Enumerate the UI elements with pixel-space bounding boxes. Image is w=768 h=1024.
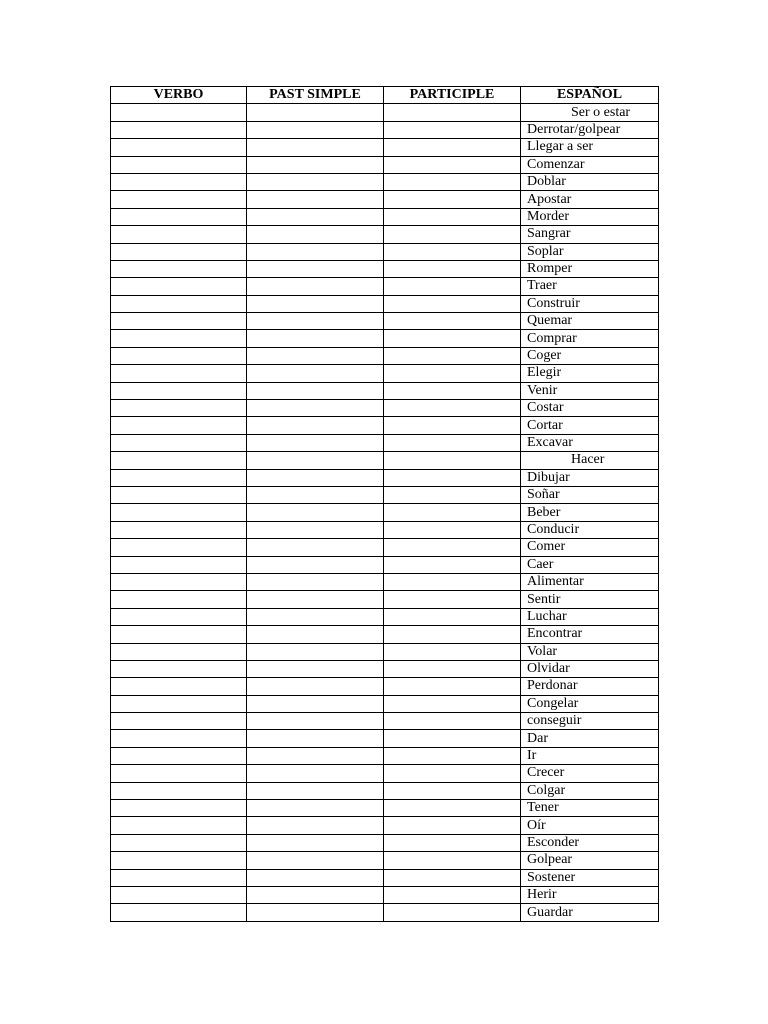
participle-cell[interactable]: [384, 643, 521, 660]
espanol-cell: Llegar a ser: [521, 139, 659, 156]
espanol-cell: Sangrar: [521, 226, 659, 243]
participle-cell[interactable]: [384, 173, 521, 190]
verbo-cell[interactable]: [111, 817, 247, 834]
past-simple-cell[interactable]: [247, 747, 384, 764]
participle-cell[interactable]: [384, 852, 521, 869]
espanol-cell: Encontrar: [521, 626, 659, 643]
espanol-cell: Quemar: [521, 313, 659, 330]
verbo-cell[interactable]: [111, 469, 247, 486]
verbo-cell[interactable]: [111, 226, 247, 243]
table-row: [111, 869, 659, 886]
participle-cell[interactable]: [384, 713, 521, 730]
espanol-cell: Crecer: [521, 765, 659, 782]
past-simple-cell[interactable]: [247, 173, 384, 190]
past-simple-cell[interactable]: [247, 486, 384, 503]
verbo-cell[interactable]: [111, 730, 247, 747]
table-row: [111, 469, 659, 486]
participle-cell[interactable]: [384, 869, 521, 886]
past-simple-cell[interactable]: [247, 660, 384, 677]
table-row: [111, 556, 659, 573]
espanol-cell: Apostar: [521, 191, 659, 208]
table-row: [111, 382, 659, 399]
past-simple-cell[interactable]: [247, 400, 384, 417]
espanol-cell: Sentir: [521, 591, 659, 608]
espanol-cell: Herir: [521, 886, 659, 903]
past-simple-cell[interactable]: [247, 243, 384, 260]
past-simple-cell[interactable]: [247, 886, 384, 903]
espanol-cell: Excavar: [521, 434, 659, 451]
participle-cell[interactable]: [384, 504, 521, 521]
verbo-cell[interactable]: [111, 765, 247, 782]
espanol-cell: Elegir: [521, 365, 659, 382]
participle-cell[interactable]: [384, 834, 521, 851]
table-row: [111, 695, 659, 712]
past-simple-cell[interactable]: [247, 678, 384, 695]
past-simple-cell[interactable]: [247, 226, 384, 243]
espanol-cell: Coger: [521, 347, 659, 364]
participle-cell[interactable]: [384, 139, 521, 156]
verbo-cell[interactable]: [111, 608, 247, 625]
past-simple-cell[interactable]: [247, 504, 384, 521]
verbo-cell[interactable]: [111, 278, 247, 295]
past-simple-cell[interactable]: [247, 556, 384, 573]
verbo-cell[interactable]: [111, 643, 247, 660]
verbo-cell[interactable]: [111, 139, 247, 156]
espanol-cell: Venir: [521, 382, 659, 399]
espanol-cell: Beber: [521, 504, 659, 521]
table-row: [111, 539, 659, 556]
table-row: [111, 800, 659, 817]
table-row: [111, 330, 659, 347]
espanol-cell: Comer: [521, 539, 659, 556]
verbo-cell[interactable]: [111, 521, 247, 538]
espanol-cell: Costar: [521, 400, 659, 417]
table-row: [111, 886, 659, 903]
header-past-simple: PAST SIMPLE: [247, 87, 384, 104]
past-simple-cell[interactable]: [247, 765, 384, 782]
table-row: [111, 608, 659, 625]
verbo-cell[interactable]: [111, 747, 247, 764]
espanol-cell: Construir: [521, 295, 659, 312]
past-simple-cell[interactable]: [247, 330, 384, 347]
table-row: [111, 208, 659, 225]
verbo-cell[interactable]: [111, 713, 247, 730]
participle-cell[interactable]: [384, 243, 521, 260]
verbo-cell[interactable]: [111, 156, 247, 173]
espanol-cell: Hacer: [521, 452, 659, 469]
past-simple-cell[interactable]: [247, 191, 384, 208]
participle-cell[interactable]: [384, 452, 521, 469]
espanol-cell: Cortar: [521, 417, 659, 434]
espanol-cell: Sostener: [521, 869, 659, 886]
participle-cell[interactable]: [384, 330, 521, 347]
participle-cell[interactable]: [384, 121, 521, 138]
participle-cell[interactable]: [384, 591, 521, 608]
espanol-cell: Traer: [521, 278, 659, 295]
participle-cell[interactable]: [384, 800, 521, 817]
table-row: [111, 260, 659, 277]
table-row: [111, 434, 659, 451]
espanol-cell: Esconder: [521, 834, 659, 851]
past-simple-cell[interactable]: [247, 434, 384, 451]
espanol-cell: Soñar: [521, 486, 659, 503]
participle-cell[interactable]: [384, 156, 521, 173]
espanol-cell: Golpear: [521, 852, 659, 869]
table-row: [111, 713, 659, 730]
espanol-cell: Olvidar: [521, 660, 659, 677]
verbo-cell[interactable]: [111, 678, 247, 695]
past-simple-cell[interactable]: [247, 608, 384, 625]
verbo-cell[interactable]: [111, 626, 247, 643]
espanol-cell: Comenzar: [521, 156, 659, 173]
verbo-cell[interactable]: [111, 260, 247, 277]
past-simple-cell[interactable]: [247, 539, 384, 556]
espanol-cell: Caer: [521, 556, 659, 573]
table-row: [111, 156, 659, 173]
past-simple-cell[interactable]: [247, 626, 384, 643]
table-row: [111, 817, 659, 834]
past-simple-cell[interactable]: [247, 295, 384, 312]
table-row: [111, 400, 659, 417]
espanol-cell: Perdonar: [521, 678, 659, 695]
participle-cell[interactable]: [384, 782, 521, 799]
header-espanol: ESPAÑOL: [521, 87, 659, 104]
table-row: [111, 904, 659, 921]
verbo-cell[interactable]: [111, 400, 247, 417]
verbo-cell[interactable]: [111, 486, 247, 503]
participle-cell[interactable]: [384, 382, 521, 399]
past-simple-cell[interactable]: [247, 156, 384, 173]
past-simple-cell[interactable]: [247, 834, 384, 851]
past-simple-cell[interactable]: [247, 800, 384, 817]
table-row: [111, 243, 659, 260]
participle-cell[interactable]: [384, 260, 521, 277]
verb-table: [110, 86, 659, 922]
participle-cell[interactable]: [384, 904, 521, 921]
verbo-cell[interactable]: [111, 347, 247, 364]
past-simple-cell[interactable]: [247, 347, 384, 364]
espanol-cell: Derrotar/golpear: [521, 121, 659, 138]
participle-cell[interactable]: [384, 608, 521, 625]
table-row: [111, 295, 659, 312]
espanol-cell: Dibujar: [521, 469, 659, 486]
verbo-cell[interactable]: [111, 104, 247, 121]
verbo-cell[interactable]: [111, 869, 247, 886]
verbo-cell[interactable]: [111, 295, 247, 312]
verbo-cell[interactable]: [111, 591, 247, 608]
header-verbo: VERBO: [111, 87, 247, 104]
participle-cell[interactable]: [384, 678, 521, 695]
participle-cell[interactable]: [384, 573, 521, 590]
verbo-cell[interactable]: [111, 173, 247, 190]
participle-cell[interactable]: [384, 295, 521, 312]
verbo-cell[interactable]: [111, 573, 247, 590]
table-row: [111, 521, 659, 538]
verbo-cell[interactable]: [111, 434, 247, 451]
verbo-cell[interactable]: [111, 243, 247, 260]
table-row: [111, 782, 659, 799]
table-row: [111, 660, 659, 677]
espanol-cell: Tener: [521, 800, 659, 817]
table-row: [111, 452, 659, 469]
table-row: [111, 573, 659, 590]
past-simple-cell[interactable]: [247, 817, 384, 834]
verbo-cell[interactable]: [111, 782, 247, 799]
participle-cell[interactable]: [384, 626, 521, 643]
past-simple-cell[interactable]: [247, 278, 384, 295]
verbo-cell[interactable]: [111, 121, 247, 138]
table-body: [111, 104, 659, 921]
espanol-cell: Romper: [521, 260, 659, 277]
verbo-cell[interactable]: [111, 800, 247, 817]
table-row: [111, 226, 659, 243]
participle-cell[interactable]: [384, 104, 521, 121]
past-simple-cell[interactable]: [247, 139, 384, 156]
header-participle: PARTICIPLE: [384, 87, 521, 104]
participle-cell[interactable]: [384, 191, 521, 208]
participle-cell[interactable]: [384, 886, 521, 903]
verbo-cell[interactable]: [111, 660, 247, 677]
verbo-cell[interactable]: [111, 452, 247, 469]
participle-cell[interactable]: [384, 469, 521, 486]
past-simple-cell[interactable]: [247, 695, 384, 712]
espanol-cell: Comprar: [521, 330, 659, 347]
participle-cell[interactable]: [384, 417, 521, 434]
participle-cell[interactable]: [384, 660, 521, 677]
past-simple-cell[interactable]: [247, 469, 384, 486]
espanol-cell: Ser o estar: [521, 104, 659, 121]
table-row: [111, 678, 659, 695]
participle-cell[interactable]: [384, 486, 521, 503]
espanol-cell: Luchar: [521, 608, 659, 625]
espanol-cell: Doblar: [521, 173, 659, 190]
verbo-cell[interactable]: [111, 313, 247, 330]
espanol-cell: Congelar: [521, 695, 659, 712]
participle-cell[interactable]: [384, 208, 521, 225]
table-row: [111, 834, 659, 851]
verbo-cell[interactable]: [111, 539, 247, 556]
espanol-cell: Colgar: [521, 782, 659, 799]
participle-cell[interactable]: [384, 278, 521, 295]
verbo-cell[interactable]: [111, 886, 247, 903]
past-simple-cell[interactable]: [247, 713, 384, 730]
past-simple-cell[interactable]: [247, 869, 384, 886]
past-simple-cell[interactable]: [247, 591, 384, 608]
participle-cell[interactable]: [384, 434, 521, 451]
participle-cell[interactable]: [384, 313, 521, 330]
past-simple-cell[interactable]: [247, 452, 384, 469]
table-row: [111, 626, 659, 643]
espanol-cell: Conducir: [521, 521, 659, 538]
espanol-cell: Dar: [521, 730, 659, 747]
past-simple-cell[interactable]: [247, 365, 384, 382]
table-row: [111, 643, 659, 660]
participle-cell[interactable]: [384, 817, 521, 834]
past-simple-cell[interactable]: [247, 643, 384, 660]
verbo-cell[interactable]: [111, 382, 247, 399]
table-row: [111, 417, 659, 434]
participle-cell[interactable]: [384, 521, 521, 538]
espanol-cell: Alimentar: [521, 573, 659, 590]
verbo-cell[interactable]: [111, 365, 247, 382]
past-simple-cell[interactable]: [247, 104, 384, 121]
table-row: [111, 278, 659, 295]
verbo-cell[interactable]: [111, 191, 247, 208]
verbo-cell[interactable]: [111, 417, 247, 434]
verbo-cell[interactable]: [111, 852, 247, 869]
table-row: [111, 486, 659, 503]
participle-cell[interactable]: [384, 730, 521, 747]
espanol-cell: Guardar: [521, 904, 659, 921]
table-row: [111, 173, 659, 190]
table-row: [111, 121, 659, 138]
participle-cell[interactable]: [384, 765, 521, 782]
table-row: [111, 852, 659, 869]
table-row: [111, 191, 659, 208]
table-row: [111, 504, 659, 521]
table-row: [111, 313, 659, 330]
past-simple-cell[interactable]: [247, 208, 384, 225]
header-row: [111, 87, 659, 104]
verbo-cell[interactable]: [111, 695, 247, 712]
participle-cell[interactable]: [384, 747, 521, 764]
espanol-cell: conseguir: [521, 713, 659, 730]
past-simple-cell[interactable]: [247, 417, 384, 434]
espanol-cell: Oír: [521, 817, 659, 834]
participle-cell[interactable]: [384, 365, 521, 382]
verbo-cell[interactable]: [111, 208, 247, 225]
verbo-cell[interactable]: [111, 556, 247, 573]
verbo-cell[interactable]: [111, 504, 247, 521]
past-simple-cell[interactable]: [247, 573, 384, 590]
espanol-cell: Ir: [521, 747, 659, 764]
table-row: [111, 104, 659, 121]
espanol-cell: Soplar: [521, 243, 659, 260]
participle-cell[interactable]: [384, 226, 521, 243]
verbo-cell[interactable]: [111, 834, 247, 851]
past-simple-cell[interactable]: [247, 382, 384, 399]
participle-cell[interactable]: [384, 347, 521, 364]
past-simple-cell[interactable]: [247, 782, 384, 799]
past-simple-cell[interactable]: [247, 313, 384, 330]
table-row: [111, 765, 659, 782]
espanol-cell: Volar: [521, 643, 659, 660]
past-simple-cell[interactable]: [247, 904, 384, 921]
participle-cell[interactable]: [384, 556, 521, 573]
table-row: [111, 730, 659, 747]
verbo-cell[interactable]: [111, 330, 247, 347]
past-simple-cell[interactable]: [247, 260, 384, 277]
table-row: [111, 747, 659, 764]
past-simple-cell[interactable]: [247, 730, 384, 747]
verbo-cell[interactable]: [111, 904, 247, 921]
participle-cell[interactable]: [384, 400, 521, 417]
past-simple-cell[interactable]: [247, 121, 384, 138]
table-row: [111, 591, 659, 608]
table-row: [111, 347, 659, 364]
espanol-cell: Morder: [521, 208, 659, 225]
past-simple-cell[interactable]: [247, 521, 384, 538]
participle-cell[interactable]: [384, 539, 521, 556]
table-row: [111, 365, 659, 382]
table-row: [111, 139, 659, 156]
past-simple-cell[interactable]: [247, 852, 384, 869]
participle-cell[interactable]: [384, 695, 521, 712]
